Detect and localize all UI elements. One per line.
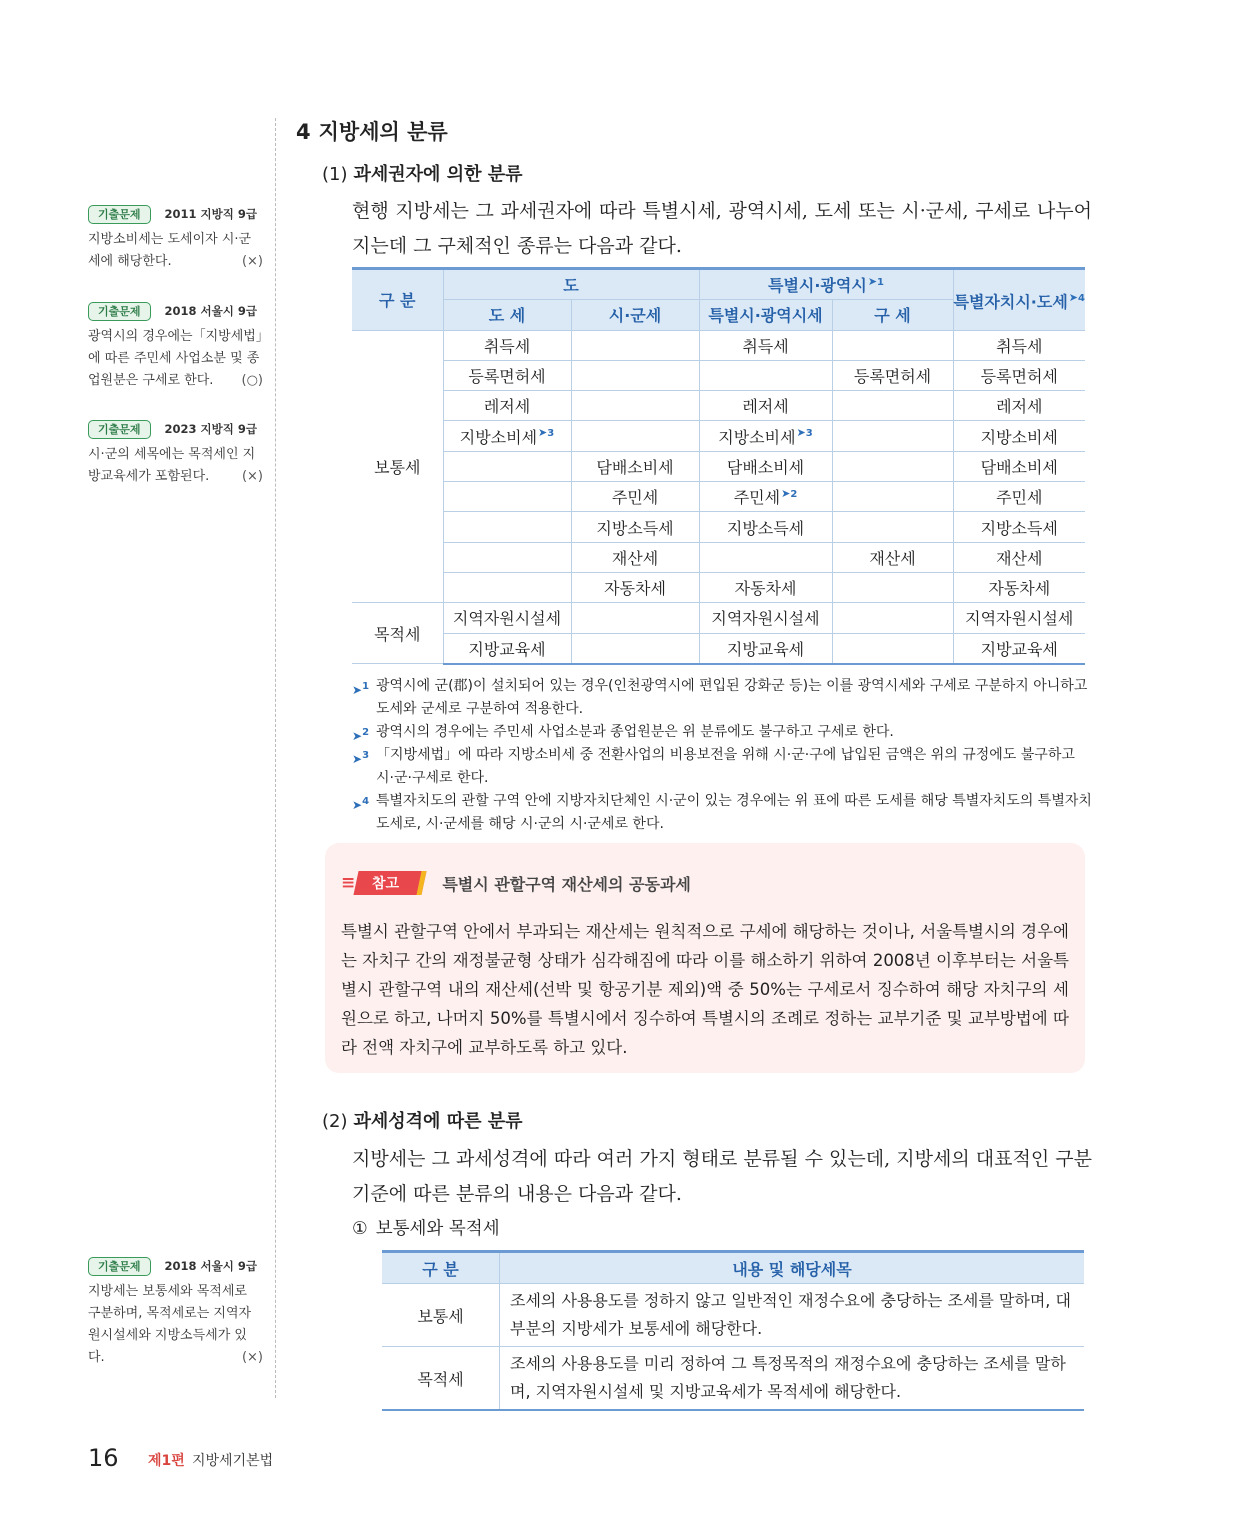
part-label: 제1편 bbox=[148, 1453, 185, 1469]
table-cell: 지방교육세 bbox=[443, 633, 571, 664]
table-cell: 재산세 bbox=[953, 542, 1085, 572]
tax-classification-table bbox=[352, 267, 1085, 665]
item-number: ① bbox=[352, 1219, 368, 1239]
table-cell: 등록면허세 bbox=[443, 360, 571, 390]
sidebar-note-1 bbox=[88, 203, 263, 273]
table-cell bbox=[443, 451, 571, 481]
footnote-num: 3 bbox=[362, 750, 370, 761]
table-cell bbox=[699, 542, 832, 572]
reference-title: 특별시 관할구역 재산세의 공동과세 bbox=[442, 874, 691, 894]
header-special bbox=[953, 269, 1085, 331]
subsection-heading-2 bbox=[322, 1107, 523, 1133]
table-cell bbox=[832, 633, 953, 664]
table-cell: 레저세 bbox=[443, 391, 571, 421]
exam-text: 광역시의 경우에는「지방세법」에 따른 주민세 사업소분 및 종업원분은 구세로 한다. bbox=[88, 329, 263, 388]
footnote-num: 1 bbox=[362, 681, 370, 692]
exam-text: 지방소비세는 도세이자 시·군세에 해당한다. bbox=[88, 232, 252, 269]
exam-text: 시·군의 세목에는 목적세인 지방교육세가 포함된다. bbox=[88, 447, 256, 484]
section-title: 지방세의 분류 bbox=[318, 120, 448, 144]
subsection-heading-1 bbox=[322, 160, 523, 186]
table-cell: 주민세 bbox=[571, 482, 699, 512]
footnote-ref-num: 1 bbox=[877, 276, 884, 288]
table-cell bbox=[571, 633, 699, 664]
footnote-4 bbox=[352, 790, 1092, 836]
sidebar-note-3 bbox=[88, 418, 263, 488]
exam-source: 2011 지방직 9급 bbox=[164, 207, 257, 221]
table-cell: 취득세 bbox=[443, 330, 571, 360]
footnote-marker: ➤$^3$ bbox=[352, 750, 370, 766]
footnote-ref-num: 3 bbox=[547, 428, 555, 440]
reference-box bbox=[325, 843, 1085, 1073]
table-cell: 담배소비세 bbox=[953, 451, 1085, 481]
header-metro bbox=[699, 269, 953, 300]
table-cell bbox=[571, 360, 699, 390]
table-cell: 지역자원시설세 bbox=[699, 603, 832, 633]
table-cell: 지방교육세 bbox=[953, 633, 1085, 664]
table-cell bbox=[832, 572, 953, 602]
footnote-marker: ➤$^4$ bbox=[352, 796, 370, 812]
sidebar-note-4 bbox=[88, 1255, 263, 1369]
group-label-mj: 목적세 bbox=[352, 603, 443, 664]
item-title: 보통세와 목적세 bbox=[375, 1219, 500, 1239]
footnote-1 bbox=[352, 675, 1092, 721]
subsection-number: (1) bbox=[322, 164, 348, 185]
table-cell bbox=[443, 482, 571, 512]
table-cell bbox=[699, 421, 832, 451]
header-metrotax: 특별시·광역시세 bbox=[699, 300, 832, 330]
reference-tag-label: 참고 bbox=[372, 876, 400, 892]
footnote-ref: ➤4 bbox=[1068, 290, 1085, 304]
table-cell: 등록면허세 bbox=[953, 360, 1085, 390]
exam-badge: 기출문제 bbox=[88, 420, 151, 439]
table-cell: 담배소비세 bbox=[571, 451, 699, 481]
header-gubun: 구 분 bbox=[352, 269, 443, 331]
table-cell bbox=[832, 330, 953, 360]
table-cell: 자동차세 bbox=[571, 572, 699, 602]
table-cell: 지방소비세 bbox=[953, 421, 1085, 451]
item-heading bbox=[352, 1215, 500, 1240]
table-cell bbox=[443, 542, 571, 572]
table-cell: 지역자원시설세 bbox=[953, 603, 1085, 633]
footnote-marker: ➤$^1$ bbox=[352, 681, 370, 697]
table-cell bbox=[832, 451, 953, 481]
section-heading bbox=[296, 116, 448, 146]
tax-purpose-table bbox=[382, 1250, 1084, 1411]
table-cell: 지방소득세 bbox=[571, 512, 699, 542]
header-gu: 구 세 bbox=[832, 300, 953, 330]
section-number: 4 bbox=[296, 120, 311, 144]
table-cell: 자동차세 bbox=[953, 572, 1085, 602]
table-cell bbox=[832, 512, 953, 542]
exam-mark: (×) bbox=[241, 469, 263, 484]
table-cell: 담배소비세 bbox=[699, 451, 832, 481]
cell-text: 주민세 bbox=[733, 488, 781, 508]
header-gubun: 구 분 bbox=[382, 1252, 500, 1284]
table-cell bbox=[571, 391, 699, 421]
row-label: 보통세 bbox=[382, 1284, 500, 1347]
table-cell bbox=[443, 572, 571, 602]
table-cell bbox=[832, 391, 953, 421]
exam-badge: 기출문제 bbox=[88, 302, 151, 321]
cell-text: 지방소비세 bbox=[459, 427, 538, 447]
row-content: 조세의 사용용도를 미리 정하여 그 특정목적의 재정수요에 충당하는 조세를 말하며, 지역자원시설세 및 지방교육세가 목적세에 해당한다. bbox=[500, 1347, 1085, 1411]
exam-badge: 기출문제 bbox=[88, 1257, 151, 1276]
table-cell: 취득세 bbox=[699, 330, 832, 360]
row-content: 조세의 사용용도를 정하지 않고 일반적인 재정수요에 충당하는 조세를 말하며, 대부분의 지방세가 보통세에 해당한다. bbox=[500, 1284, 1085, 1347]
header-metro-label: 특별시·광역시 bbox=[767, 276, 867, 296]
footnote-marker: ➤$^2$ bbox=[352, 727, 370, 743]
table-cell bbox=[571, 421, 699, 451]
table-cell: 레저세 bbox=[953, 391, 1085, 421]
speed-lines-icon: ≡ bbox=[341, 873, 353, 893]
footnote-ref-num: 4 bbox=[1078, 292, 1085, 304]
footnote-text: 「지방세법」에 따라 지방소비세 중 전환사업의 비용보전을 위해 시·군·구에 납입된 금액은 위의 규정에도 불구하고 시·군·구세로 한다. bbox=[376, 747, 1075, 786]
exam-badge: 기출문제 bbox=[88, 205, 151, 224]
exam-mark: (×) bbox=[241, 254, 263, 269]
table-cell: 지방소득세 bbox=[953, 512, 1085, 542]
subsection-title: 과세성격에 따른 분류 bbox=[353, 1111, 523, 1132]
header-do: 도 bbox=[443, 269, 699, 300]
sidebar-note-2 bbox=[88, 300, 263, 392]
table-cell: 취득세 bbox=[953, 330, 1085, 360]
footnote-num: 2 bbox=[362, 727, 370, 738]
table-cell: 지방교육세 bbox=[699, 633, 832, 664]
table-cell bbox=[571, 603, 699, 633]
table-cell: 지역자원시설세 bbox=[443, 603, 571, 633]
table-cell: 자동차세 bbox=[699, 572, 832, 602]
table-cell bbox=[832, 482, 953, 512]
table-cell: 등록면허세 bbox=[832, 360, 953, 390]
footnote-text: 특별자치도의 관할 구역 안에 지방자치단체인 시·군이 있는 경우에는 위 표에 따른 도세를 해당 특별자치도의 특별자치도세로, 시·군세를 해당 시·군의 시·군세로 한다. bbox=[376, 793, 1092, 832]
exam-text: 지방세는 보통세와 목적세로 구분하며, 목적세로는 지역자원시설세와 지방소득세가 있다. bbox=[88, 1284, 252, 1365]
table-cell bbox=[832, 603, 953, 633]
table-cell bbox=[699, 482, 832, 512]
exam-source: 2023 지방직 9급 bbox=[164, 422, 257, 436]
reference-header bbox=[341, 871, 691, 895]
table-cell: 레저세 bbox=[699, 391, 832, 421]
exam-mark: (○) bbox=[241, 373, 263, 388]
subsection-number: (2) bbox=[322, 1111, 348, 1132]
table-cell bbox=[832, 421, 953, 451]
footnote-2 bbox=[352, 721, 1092, 744]
intro-paragraph: 현행 지방세는 그 과세권자에 따라 특별시세, 광역시세, 도세 또는 시·군세, 구세로 나누어지는데 그 구체적인 종류는 다음과 같다. bbox=[352, 200, 1092, 257]
table-cell bbox=[443, 421, 571, 451]
footnote-text: 광역시의 경우에는 주민세 사업소분과 종업원분은 위 분류에도 불구하고 구세로 한다. bbox=[376, 724, 894, 740]
footnote-ref: ➤3 bbox=[538, 426, 555, 440]
exam-source: 2018 서울시 9급 bbox=[164, 1259, 257, 1273]
header-content: 내용 및 해당세목 bbox=[500, 1252, 1085, 1284]
cell-text: 지방소비세 bbox=[718, 427, 796, 447]
table-cell bbox=[443, 512, 571, 542]
table-cell bbox=[699, 360, 832, 390]
footnote-ref-num: 3 bbox=[805, 428, 813, 440]
part-title: 지방세기본법 bbox=[192, 1453, 274, 1469]
row-label: 목적세 bbox=[382, 1347, 500, 1411]
table-cell: 재산세 bbox=[571, 542, 699, 572]
footnote-ref-num: 2 bbox=[790, 488, 798, 500]
exam-source: 2018 서울시 9급 bbox=[164, 304, 257, 318]
page-number: 16 bbox=[88, 1444, 119, 1472]
reference-tag bbox=[354, 871, 427, 895]
table-cell bbox=[571, 330, 699, 360]
header-sigun: 시·군세 bbox=[571, 300, 699, 330]
footnote-ref: ➤2 bbox=[781, 486, 798, 500]
footnote-text: 광역시에 군(郡)이 설치되어 있는 경우(인천광역시에 편입된 강화군 등)는 이를 광역시세와 구세로 구분하지 아니하고 도세와 군세로 구분하여 적용한다. bbox=[376, 678, 1088, 717]
footnote-3 bbox=[352, 744, 1092, 790]
footnote-num: 4 bbox=[362, 796, 370, 807]
reference-body: 특별시 관할구역 안에서 부과되는 재산세는 원칙적으로 구세에 해당하는 것이나, 서울특별시의 경우에는 자치구 간의 재정불균형 상태가 심각해짐에 따라 이를 해소하기 위하여 2008년 이후부터는 서울특별시 관할구역 내의 재산세(선박 및 항공기분 제외)액 중 50%는 구세로서 징수하여 해당 자치구의 세원으로 하고, 나머지 50%를 특별시에서 징수하여 특별시의 조례로 정하는 교부기준 및 교부방법에 따라 전액 자치구에 교부하도록 하고 있다. bbox=[341, 922, 1069, 1057]
classification-paragraph: 지방세는 그 과세성격에 따라 여러 가지 형태로 분류될 수 있는데, 지방세의 대표적인 구분기준에 따른 분류의 내용은 다음과 같다. bbox=[352, 1148, 1092, 1205]
subsection-title: 과세권자에 의한 분류 bbox=[353, 164, 523, 185]
table-cell: 주민세 bbox=[953, 482, 1085, 512]
group-label-bt: 보통세 bbox=[352, 330, 443, 603]
footnote-ref: ➤3 bbox=[796, 426, 813, 440]
table-cell: 지방소득세 bbox=[699, 512, 832, 542]
exam-mark: (×) bbox=[241, 1350, 263, 1365]
footnote-ref: ➤1 bbox=[867, 274, 884, 288]
table-cell: 재산세 bbox=[832, 542, 953, 572]
header-special-label: 특별자치시·도세 bbox=[953, 291, 1068, 311]
header-dose: 도 세 bbox=[443, 300, 571, 330]
sidebar-divider bbox=[275, 118, 276, 1398]
